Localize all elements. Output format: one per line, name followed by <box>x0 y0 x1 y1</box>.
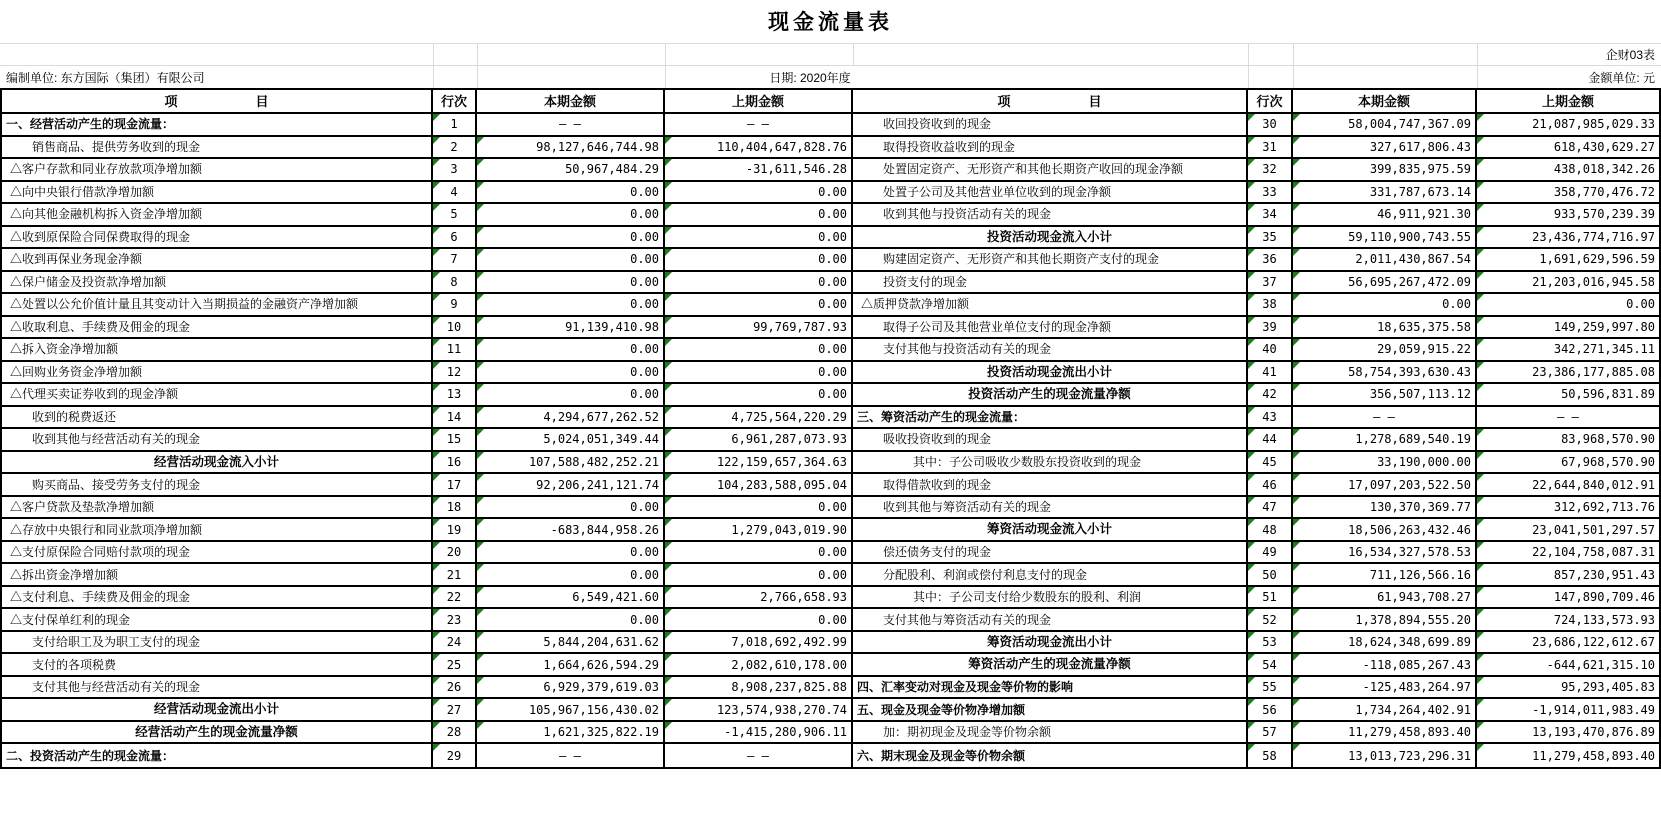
current-amount-cell[interactable]: 0.00 <box>477 249 665 272</box>
line-no-cell[interactable]: 36 <box>1248 249 1293 272</box>
line-no-cell[interactable]: 44 <box>1248 429 1293 452</box>
item-cell[interactable]: △客户贷款及垫款净增加额 <box>2 497 433 520</box>
line-no-cell[interactable]: 50 <box>1248 564 1293 587</box>
cash-flow-table <box>0 88 1661 769</box>
gridline <box>665 44 666 65</box>
current-amount-cell[interactable]: 56,695,267,472.09 <box>1293 272 1477 295</box>
previous-amount-cell[interactable]: 83,968,570.90 <box>1477 429 1659 452</box>
gridline <box>433 44 434 65</box>
current-amount-cell[interactable]: — — <box>477 744 665 767</box>
current-amount-cell[interactable]: 58,004,747,367.09 <box>1293 114 1477 137</box>
date-label: 日期: 2020年度 <box>769 70 851 85</box>
item-cell[interactable]: 处置子公司及其他营业单位收到的现金净额 <box>853 182 1248 205</box>
line-no-cell[interactable]: 57 <box>1248 722 1293 745</box>
line-no-cell[interactable]: 25 <box>433 654 477 677</box>
column-header-item-left[interactable]: 项 目 <box>2 90 433 114</box>
previous-amount-cell[interactable]: 99,769,787.93 <box>665 317 853 340</box>
column-header-previous-right[interactable]: 上期金额 <box>1477 90 1659 114</box>
previous-amount-cell[interactable]: 1,279,043,019.90 <box>665 519 853 542</box>
previous-amount-cell[interactable]: 724,133,573.93 <box>1477 609 1659 632</box>
current-amount-cell[interactable]: — — <box>477 114 665 137</box>
current-amount-cell[interactable]: 18,624,348,699.89 <box>1293 632 1477 655</box>
current-amount-cell[interactable]: 61,943,708.27 <box>1293 587 1477 610</box>
item-cell[interactable]: 收回投资收到的现金 <box>853 114 1248 137</box>
line-no-cell[interactable]: 13 <box>433 384 477 407</box>
line-no-cell[interactable]: 26 <box>433 677 477 700</box>
column-header-current-left[interactable]: 本期金额 <box>477 90 665 114</box>
previous-amount-cell[interactable]: 122,159,657,364.63 <box>665 452 853 475</box>
item-cell[interactable]: 五、现金及现金等价物净增加额 <box>853 699 1248 722</box>
item-cell[interactable]: 收到其他与经营活动有关的现金 <box>2 429 433 452</box>
line-no-cell[interactable]: 7 <box>433 249 477 272</box>
item-cell[interactable]: 经营活动现金流入小计 <box>2 452 433 475</box>
item-cell[interactable]: 其中：子公司吸收少数股东投资收到的现金 <box>853 452 1248 475</box>
meta-row-bottom <box>0 66 1661 88</box>
previous-amount-cell[interactable]: 0.00 <box>665 384 853 407</box>
previous-amount-cell[interactable]: 0.00 <box>665 362 853 385</box>
item-cell[interactable]: △回购业务资金净增加额 <box>2 362 433 385</box>
item-cell[interactable]: 投资活动现金流出小计 <box>853 362 1248 385</box>
previous-amount-cell[interactable]: 0.00 <box>665 609 853 632</box>
previous-amount-cell[interactable]: 0.00 <box>1477 294 1659 317</box>
previous-amount-cell[interactable]: — — <box>1477 407 1659 430</box>
page-title: 现金流量表 <box>768 11 893 34</box>
previous-amount-cell[interactable]: — — <box>665 744 853 767</box>
item-cell[interactable]: 收到的税费返还 <box>2 407 433 430</box>
previous-amount-cell[interactable]: — — <box>665 114 853 137</box>
previous-amount-cell[interactable]: 2,766,658.93 <box>665 587 853 610</box>
line-no-cell[interactable]: 10 <box>433 317 477 340</box>
line-no-cell[interactable]: 4 <box>433 182 477 205</box>
gridline <box>477 44 478 65</box>
line-no-cell[interactable]: 16 <box>433 452 477 475</box>
current-amount-cell[interactable]: 0.00 <box>477 182 665 205</box>
item-cell[interactable]: △支付利息、手续费及佣金的现金 <box>2 587 433 610</box>
item-cell[interactable]: △收到再保业务现金净额 <box>2 249 433 272</box>
previous-amount-cell[interactable]: 438,018,342.26 <box>1477 159 1659 182</box>
unit-label: 金额单位: 元 <box>1588 70 1655 85</box>
current-amount-cell[interactable]: 2,011,430,867.54 <box>1293 249 1477 272</box>
gridline <box>1293 66 1294 88</box>
item-cell[interactable]: 筹资活动现金流出小计 <box>853 632 1248 655</box>
column-header-previous-left[interactable]: 上期金额 <box>665 90 853 114</box>
current-amount-cell[interactable]: 0.00 <box>477 294 665 317</box>
current-amount-cell[interactable]: 0.00 <box>477 497 665 520</box>
line-no-cell[interactable]: 24 <box>433 632 477 655</box>
item-cell[interactable]: 购买商品、接受劳务支付的现金 <box>2 474 433 497</box>
previous-amount-cell[interactable]: 23,436,774,716.97 <box>1477 227 1659 250</box>
previous-amount-cell[interactable]: -1,415,280,906.11 <box>665 722 853 745</box>
previous-amount-cell[interactable]: 95,293,405.83 <box>1477 677 1659 700</box>
previous-amount-cell[interactable]: 933,570,239.39 <box>1477 204 1659 227</box>
item-cell[interactable]: 一、经营活动产生的现金流量： <box>2 114 433 137</box>
item-cell[interactable]: △拆出资金净增加额 <box>2 564 433 587</box>
line-no-cell[interactable]: 58 <box>1248 744 1293 767</box>
current-amount-cell[interactable]: 91,139,410.98 <box>477 317 665 340</box>
line-no-cell[interactable]: 2 <box>433 137 477 160</box>
previous-amount-cell[interactable]: 21,087,985,029.33 <box>1477 114 1659 137</box>
line-no-cell[interactable]: 34 <box>1248 204 1293 227</box>
line-no-cell[interactable]: 55 <box>1248 677 1293 700</box>
gridline <box>1248 66 1249 88</box>
item-cell[interactable]: 分配股利、利润或偿付利息支付的现金 <box>853 564 1248 587</box>
previous-amount-cell[interactable]: 0.00 <box>665 339 853 362</box>
previous-amount-cell[interactable]: 22,644,840,012.91 <box>1477 474 1659 497</box>
line-no-cell[interactable]: 46 <box>1248 474 1293 497</box>
item-cell[interactable]: 支付的各项税费 <box>2 654 433 677</box>
current-amount-cell[interactable]: 6,929,379,619.03 <box>477 677 665 700</box>
item-cell[interactable]: △代理买卖证券收到的现金净额 <box>2 384 433 407</box>
item-cell[interactable]: △拆入资金净增加额 <box>2 339 433 362</box>
previous-amount-cell[interactable]: -1,914,011,983.49 <box>1477 699 1659 722</box>
item-cell[interactable]: 加：期初现金及现金等价物余额 <box>853 722 1248 745</box>
line-no-cell[interactable]: 8 <box>433 272 477 295</box>
item-cell[interactable]: 四、汇率变动对现金及现金等价物的影响 <box>853 677 1248 700</box>
current-amount-cell[interactable]: 331,787,673.14 <box>1293 182 1477 205</box>
current-amount-cell[interactable]: 0.00 <box>477 609 665 632</box>
previous-amount-cell[interactable]: 110,404,647,828.76 <box>665 137 853 160</box>
line-no-cell[interactable]: 9 <box>433 294 477 317</box>
previous-amount-cell[interactable]: 0.00 <box>665 542 853 565</box>
current-amount-cell[interactable]: 50,967,484.29 <box>477 159 665 182</box>
line-no-cell[interactable]: 54 <box>1248 654 1293 677</box>
current-amount-cell[interactable]: 33,190,000.00 <box>1293 452 1477 475</box>
previous-amount-cell[interactable]: 104,283,588,095.04 <box>665 474 853 497</box>
line-no-cell[interactable]: 5 <box>433 204 477 227</box>
item-cell[interactable]: 经营活动现金流出小计 <box>2 699 433 722</box>
current-amount-cell[interactable]: 18,635,375.58 <box>1293 317 1477 340</box>
previous-amount-cell[interactable]: 67,968,570.90 <box>1477 452 1659 475</box>
line-no-cell[interactable]: 27 <box>433 699 477 722</box>
item-cell[interactable]: △处置以公允价值计量且其变动计入当期损益的金融资产净增加额 <box>2 294 433 317</box>
item-cell[interactable]: 支付其他与投资活动有关的现金 <box>853 339 1248 362</box>
current-amount-cell[interactable]: 130,370,369.77 <box>1293 497 1477 520</box>
previous-amount-cell[interactable]: 0.00 <box>665 294 853 317</box>
current-amount-cell[interactable]: 327,617,806.43 <box>1293 137 1477 160</box>
current-amount-cell[interactable]: 0.00 <box>477 362 665 385</box>
previous-amount-cell[interactable]: 618,430,629.27 <box>1477 137 1659 160</box>
current-amount-cell[interactable]: 1,734,264,402.91 <box>1293 699 1477 722</box>
item-cell[interactable]: 处置固定资产、无形资产和其他长期资产收回的现金净额 <box>853 159 1248 182</box>
previous-amount-cell[interactable]: 22,104,758,087.31 <box>1477 542 1659 565</box>
item-cell[interactable]: △存放中央银行和同业款项净增加额 <box>2 519 433 542</box>
line-no-cell[interactable]: 30 <box>1248 114 1293 137</box>
current-amount-cell[interactable]: -683,844,958.26 <box>477 519 665 542</box>
previous-amount-cell[interactable]: 23,686,122,612.67 <box>1477 632 1659 655</box>
line-no-cell[interactable]: 35 <box>1248 227 1293 250</box>
current-amount-cell[interactable]: 356,507,113.12 <box>1293 384 1477 407</box>
item-cell[interactable]: 二、投资活动产生的现金流量： <box>2 744 433 767</box>
line-no-cell[interactable]: 39 <box>1248 317 1293 340</box>
current-amount-cell[interactable]: 1,378,894,555.20 <box>1293 609 1477 632</box>
previous-amount-cell[interactable]: 21,203,016,945.58 <box>1477 272 1659 295</box>
current-amount-cell[interactable]: 16,534,327,578.53 <box>1293 542 1477 565</box>
current-amount-cell[interactable]: 92,206,241,121.74 <box>477 474 665 497</box>
item-cell[interactable]: 支付给职工及为职工支付的现金 <box>2 632 433 655</box>
line-no-cell[interactable]: 48 <box>1248 519 1293 542</box>
line-no-cell[interactable]: 41 <box>1248 362 1293 385</box>
line-no-cell[interactable]: 22 <box>433 587 477 610</box>
item-cell[interactable]: △收到原保险合同保费取得的现金 <box>2 227 433 250</box>
line-no-cell[interactable]: 33 <box>1248 182 1293 205</box>
current-amount-cell[interactable]: 399,835,975.59 <box>1293 159 1477 182</box>
current-amount-cell[interactable]: 105,967,156,430.02 <box>477 699 665 722</box>
line-no-cell[interactable]: 52 <box>1248 609 1293 632</box>
item-cell[interactable]: 六、期末现金及现金等价物余额 <box>853 744 1248 767</box>
line-no-cell[interactable]: 31 <box>1248 137 1293 160</box>
line-no-cell[interactable]: 17 <box>433 474 477 497</box>
line-no-cell[interactable]: 49 <box>1248 542 1293 565</box>
line-no-cell[interactable]: 32 <box>1248 159 1293 182</box>
gridline <box>853 44 854 65</box>
column-header-line-right[interactable]: 行次 <box>1248 90 1293 114</box>
previous-amount-cell[interactable]: 0.00 <box>665 182 853 205</box>
line-no-cell[interactable]: 42 <box>1248 384 1293 407</box>
line-no-cell[interactable]: 56 <box>1248 699 1293 722</box>
column-header-item-right[interactable]: 项 目 <box>853 90 1248 114</box>
line-no-cell[interactable]: 19 <box>433 519 477 542</box>
item-cell[interactable]: △支付保单红利的现金 <box>2 609 433 632</box>
current-amount-cell[interactable]: 13,013,723,296.31 <box>1293 744 1477 767</box>
item-cell[interactable]: 支付其他与筹资活动有关的现金 <box>853 609 1248 632</box>
current-amount-cell[interactable]: 4,294,677,262.52 <box>477 407 665 430</box>
current-amount-cell[interactable]: 1,664,626,594.29 <box>477 654 665 677</box>
item-cell[interactable]: 取得子公司及其他营业单位支付的现金净额 <box>853 317 1248 340</box>
previous-amount-cell[interactable]: 312,692,713.76 <box>1477 497 1659 520</box>
line-no-cell[interactable]: 29 <box>433 744 477 767</box>
item-cell[interactable]: 吸收投资收到的现金 <box>853 429 1248 452</box>
current-amount-cell[interactable]: 58,754,393,630.43 <box>1293 362 1477 385</box>
line-no-cell[interactable]: 53 <box>1248 632 1293 655</box>
gridline <box>1293 44 1294 65</box>
current-amount-cell[interactable]: 11,279,458,893.40 <box>1293 722 1477 745</box>
previous-amount-cell[interactable]: 0.00 <box>665 204 853 227</box>
current-amount-cell[interactable]: 98,127,646,744.98 <box>477 137 665 160</box>
current-amount-cell[interactable]: — — <box>1293 407 1477 430</box>
current-amount-cell[interactable]: 0.00 <box>477 542 665 565</box>
current-amount-cell[interactable]: 0.00 <box>477 384 665 407</box>
previous-amount-cell[interactable]: 857,230,951.43 <box>1477 564 1659 587</box>
current-amount-cell[interactable]: -125,483,264.97 <box>1293 677 1477 700</box>
previous-amount-cell[interactable]: 6,961,287,073.93 <box>665 429 853 452</box>
item-cell[interactable]: 筹资活动产生的现金流量净额 <box>853 654 1248 677</box>
previous-amount-cell[interactable]: 50,596,831.89 <box>1477 384 1659 407</box>
previous-amount-cell[interactable]: 23,041,501,297.57 <box>1477 519 1659 542</box>
item-cell[interactable]: 支付其他与经营活动有关的现金 <box>2 677 433 700</box>
item-cell[interactable]: △客户存款和同业存放款项净增加额 <box>2 159 433 182</box>
item-cell[interactable]: 筹资活动现金流入小计 <box>853 519 1248 542</box>
line-no-cell[interactable]: 51 <box>1248 587 1293 610</box>
item-cell[interactable]: 收到其他与投资活动有关的现金 <box>853 204 1248 227</box>
current-amount-cell[interactable]: 0.00 <box>477 339 665 362</box>
previous-amount-cell[interactable]: -31,611,546.28 <box>665 159 853 182</box>
current-amount-cell[interactable]: 18,506,263,432.46 <box>1293 519 1477 542</box>
previous-amount-cell[interactable]: 358,770,476.72 <box>1477 182 1659 205</box>
line-no-cell[interactable]: 38 <box>1248 294 1293 317</box>
item-cell[interactable]: 投资支付的现金 <box>853 272 1248 295</box>
previous-amount-cell[interactable]: 123,574,938,270.74 <box>665 699 853 722</box>
current-amount-cell[interactable]: 59,110,900,743.55 <box>1293 227 1477 250</box>
item-cell[interactable]: △向中央银行借款净增加额 <box>2 182 433 205</box>
item-cell[interactable]: 偿还债务支付的现金 <box>853 542 1248 565</box>
current-amount-cell[interactable]: 1,278,689,540.19 <box>1293 429 1477 452</box>
item-cell[interactable]: △收取利息、手续费及佣金的现金 <box>2 317 433 340</box>
previous-amount-cell[interactable]: 0.00 <box>665 249 853 272</box>
current-amount-cell[interactable]: 6,549,421.60 <box>477 587 665 610</box>
line-no-cell[interactable]: 1 <box>433 114 477 137</box>
current-amount-cell[interactable]: 17,097,203,522.50 <box>1293 474 1477 497</box>
line-no-cell[interactable]: 6 <box>433 227 477 250</box>
item-cell[interactable]: 投资活动产生的现金流量净额 <box>853 384 1248 407</box>
previous-amount-cell[interactable]: 8,908,237,825.88 <box>665 677 853 700</box>
item-cell[interactable]: 其中：子公司支付给少数股东的股利、利润 <box>853 587 1248 610</box>
current-amount-cell[interactable]: 5,024,051,349.44 <box>477 429 665 452</box>
line-no-cell[interactable]: 43 <box>1248 407 1293 430</box>
current-amount-cell[interactable]: 0.00 <box>477 204 665 227</box>
line-no-cell[interactable]: 18 <box>433 497 477 520</box>
gridline <box>1248 44 1249 65</box>
item-cell[interactable]: 三、筹资活动产生的现金流量： <box>853 407 1248 430</box>
current-amount-cell[interactable]: 0.00 <box>1293 294 1477 317</box>
previous-amount-cell[interactable]: 0.00 <box>665 227 853 250</box>
previous-amount-cell[interactable]: 0.00 <box>665 564 853 587</box>
line-no-cell[interactable]: 3 <box>433 159 477 182</box>
item-cell[interactable]: △质押贷款净增加额 <box>853 294 1248 317</box>
line-no-cell[interactable]: 14 <box>433 407 477 430</box>
column-header-current-right[interactable]: 本期金额 <box>1293 90 1477 114</box>
line-no-cell[interactable]: 37 <box>1248 272 1293 295</box>
previous-amount-cell[interactable]: 147,890,709.46 <box>1477 587 1659 610</box>
current-amount-cell[interactable]: 0.00 <box>477 272 665 295</box>
gridline <box>1477 66 1478 88</box>
item-cell[interactable]: 销售商品、提供劳务收到的现金 <box>2 137 433 160</box>
previous-amount-cell[interactable]: 342,271,345.11 <box>1477 339 1659 362</box>
current-amount-cell[interactable]: -118,085,267.43 <box>1293 654 1477 677</box>
line-no-cell[interactable]: 40 <box>1248 339 1293 362</box>
current-amount-cell[interactable]: 711,126,566.16 <box>1293 564 1477 587</box>
current-amount-cell[interactable]: 29,059,915.22 <box>1293 339 1477 362</box>
item-cell[interactable]: 取得借款收到的现金 <box>853 474 1248 497</box>
current-amount-cell[interactable]: 0.00 <box>477 227 665 250</box>
line-no-cell[interactable]: 47 <box>1248 497 1293 520</box>
previous-amount-cell[interactable]: 11,279,458,893.40 <box>1477 744 1659 767</box>
previous-amount-cell[interactable]: 4,725,564,220.29 <box>665 407 853 430</box>
item-cell[interactable]: 购建固定资产、无形资产和其他长期资产支付的现金 <box>853 249 1248 272</box>
line-no-cell[interactable]: 23 <box>433 609 477 632</box>
current-amount-cell[interactable]: 5,844,204,631.62 <box>477 632 665 655</box>
item-cell[interactable]: △保户储金及投资款净增加额 <box>2 272 433 295</box>
line-no-cell[interactable]: 12 <box>433 362 477 385</box>
previous-amount-cell[interactable]: 1,691,629,596.59 <box>1477 249 1659 272</box>
current-amount-cell[interactable]: 107,588,482,252.21 <box>477 452 665 475</box>
line-no-cell[interactable]: 15 <box>433 429 477 452</box>
previous-amount-cell[interactable]: -644,621,315.10 <box>1477 654 1659 677</box>
gridline <box>433 66 434 88</box>
gridline <box>1477 44 1478 65</box>
meta-row-top <box>0 43 1661 66</box>
previous-amount-cell[interactable]: 7,018,692,492.99 <box>665 632 853 655</box>
previous-amount-cell[interactable]: 2,082,610,178.00 <box>665 654 853 677</box>
form-code: 企财03表 <box>1605 48 1655 62</box>
line-no-cell[interactable]: 11 <box>433 339 477 362</box>
prepared-by-label: 编制单位: 东方国际（集团）有限公司 <box>6 70 205 85</box>
gridline <box>477 66 478 88</box>
column-header-line-left[interactable]: 行次 <box>433 90 477 114</box>
previous-amount-cell[interactable]: 0.00 <box>665 497 853 520</box>
line-no-cell[interactable]: 21 <box>433 564 477 587</box>
current-amount-cell[interactable]: 46,911,921.30 <box>1293 204 1477 227</box>
item-cell[interactable]: 投资活动现金流入小计 <box>853 227 1248 250</box>
line-no-cell[interactable]: 20 <box>433 542 477 565</box>
item-cell[interactable]: △向其他金融机构拆入资金净增加额 <box>2 204 433 227</box>
previous-amount-cell[interactable]: 13,193,470,876.89 <box>1477 722 1659 745</box>
item-cell[interactable]: 收到其他与筹资活动有关的现金 <box>853 497 1248 520</box>
previous-amount-cell[interactable]: 0.00 <box>665 272 853 295</box>
item-cell[interactable]: △支付原保险合同赔付款项的现金 <box>2 542 433 565</box>
line-no-cell[interactable]: 45 <box>1248 452 1293 475</box>
current-amount-cell[interactable]: 0.00 <box>477 564 665 587</box>
line-no-cell[interactable]: 28 <box>433 722 477 745</box>
item-cell[interactable]: 取得投资收益收到的现金 <box>853 137 1248 160</box>
item-cell[interactable]: 经营活动产生的现金流量净额 <box>2 722 433 745</box>
previous-amount-cell[interactable]: 149,259,997.80 <box>1477 317 1659 340</box>
previous-amount-cell[interactable]: 23,386,177,885.08 <box>1477 362 1659 385</box>
current-amount-cell[interactable]: 1,621,325,822.19 <box>477 722 665 745</box>
